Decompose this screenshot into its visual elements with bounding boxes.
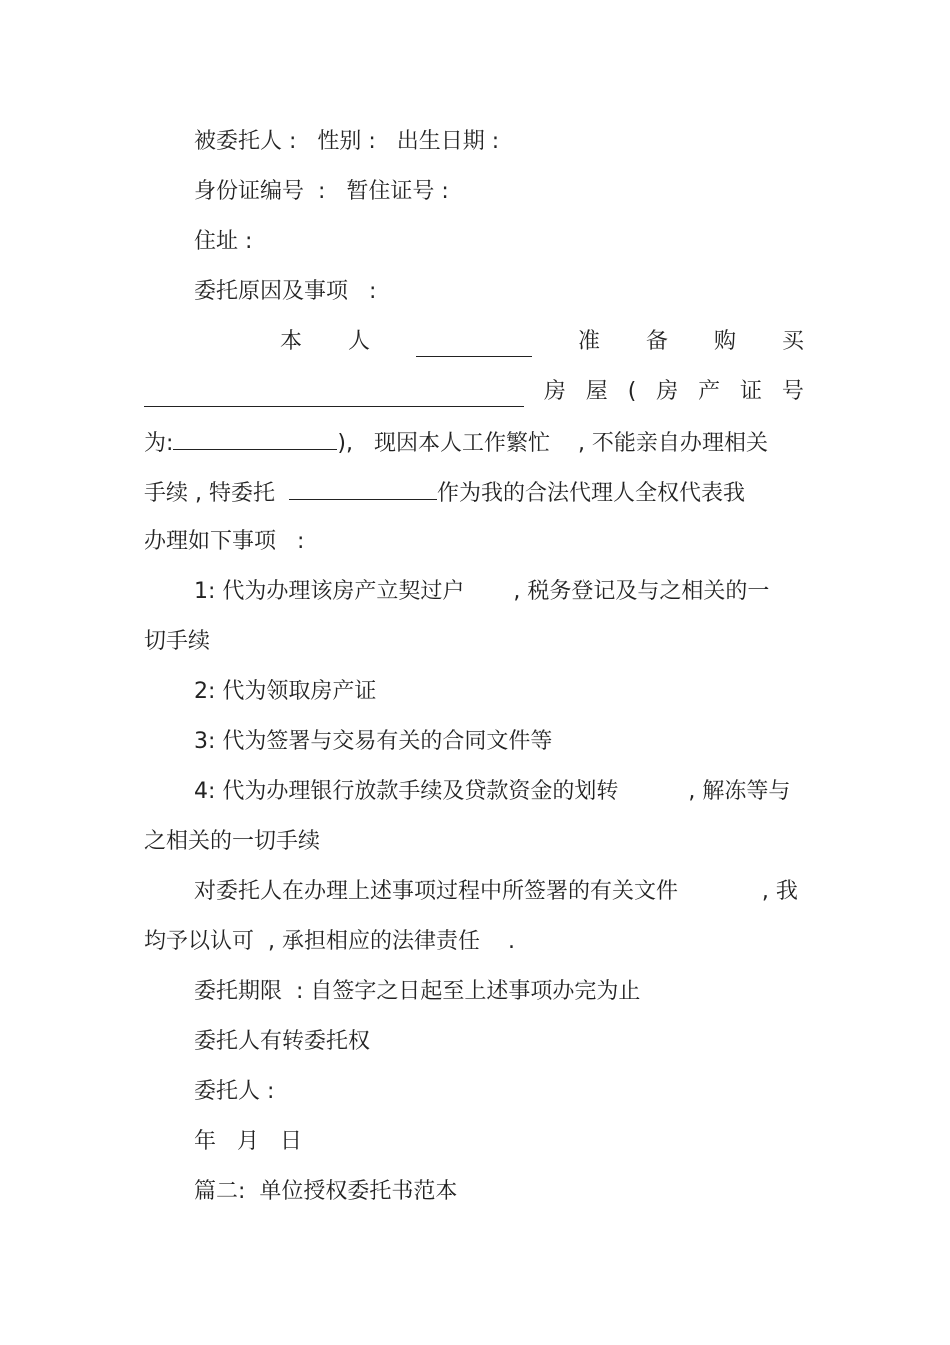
item-3: 3: 代为签署与交易有关的合同文件等	[194, 729, 553, 754]
char: 备	[645, 329, 668, 354]
item-4-cont: 之相关的一切手续	[144, 829, 321, 854]
char: 买	[781, 329, 804, 354]
text: 手续 , 特委托	[144, 481, 289, 506]
text: 作为我的合法代理人全权代表我	[436, 481, 745, 506]
line-buy-statement	[280, 327, 804, 357]
text: ), 现因本人工作繁忙 , 不能亲自办理相关	[337, 431, 768, 456]
char: 准	[577, 329, 600, 354]
item-2: 2: 代为领取房产证	[194, 679, 377, 704]
line-address: 住址 :	[194, 229, 253, 254]
char: 本	[280, 329, 303, 354]
line-id-number: 身份证编号 : 暂住证号 :	[194, 179, 449, 204]
char: 房	[656, 379, 679, 404]
line-reason-heading: 委托原因及事项 :	[194, 279, 377, 304]
line-certificate	[144, 427, 768, 457]
blank-line	[173, 427, 337, 450]
item-4: 4: 代为办理银行放款手续及贷款资金的划转 , 解冻等与	[194, 779, 791, 804]
line-subdelegate: 委托人有转委托权	[194, 1029, 371, 1054]
char: 购	[713, 329, 736, 354]
line-acknowledge: 对委托人在办理上述事项过程中所签署的有关文件 , 我	[194, 879, 798, 904]
section-heading: 篇二: 单位授权委托书范本	[194, 1179, 458, 1204]
line-acknowledge-cont: 均予以认可 , 承担相应的法律责任 .	[144, 929, 515, 954]
char: 屋	[585, 379, 608, 404]
char: 产	[698, 379, 721, 404]
char: 号	[781, 379, 804, 404]
line-date: 年 月 日	[194, 1129, 302, 1154]
char: 房	[543, 379, 566, 404]
line-agent	[144, 477, 745, 507]
line-house	[144, 377, 804, 407]
blank-line	[144, 384, 524, 407]
line-trustee-info: 被委托人 : 性别 : 出生日期 :	[194, 129, 500, 154]
char: 证	[740, 379, 763, 404]
line-term: 委托期限 : 自签字之日起至上述事项办完为止	[194, 979, 641, 1004]
text: 为:	[144, 431, 174, 456]
item-1-cont: 切手续	[144, 629, 211, 654]
line-principal-signature: 委托人 :	[194, 1079, 275, 1104]
blank-line	[416, 334, 532, 357]
char: 人	[348, 329, 371, 354]
item-1: 1: 代为办理该房产立契过户 , 税务登记及与之相关的一	[194, 579, 770, 604]
line-matters-heading: 办理如下事项 :	[144, 529, 305, 554]
char: (	[627, 379, 637, 404]
blank-line	[289, 477, 437, 500]
